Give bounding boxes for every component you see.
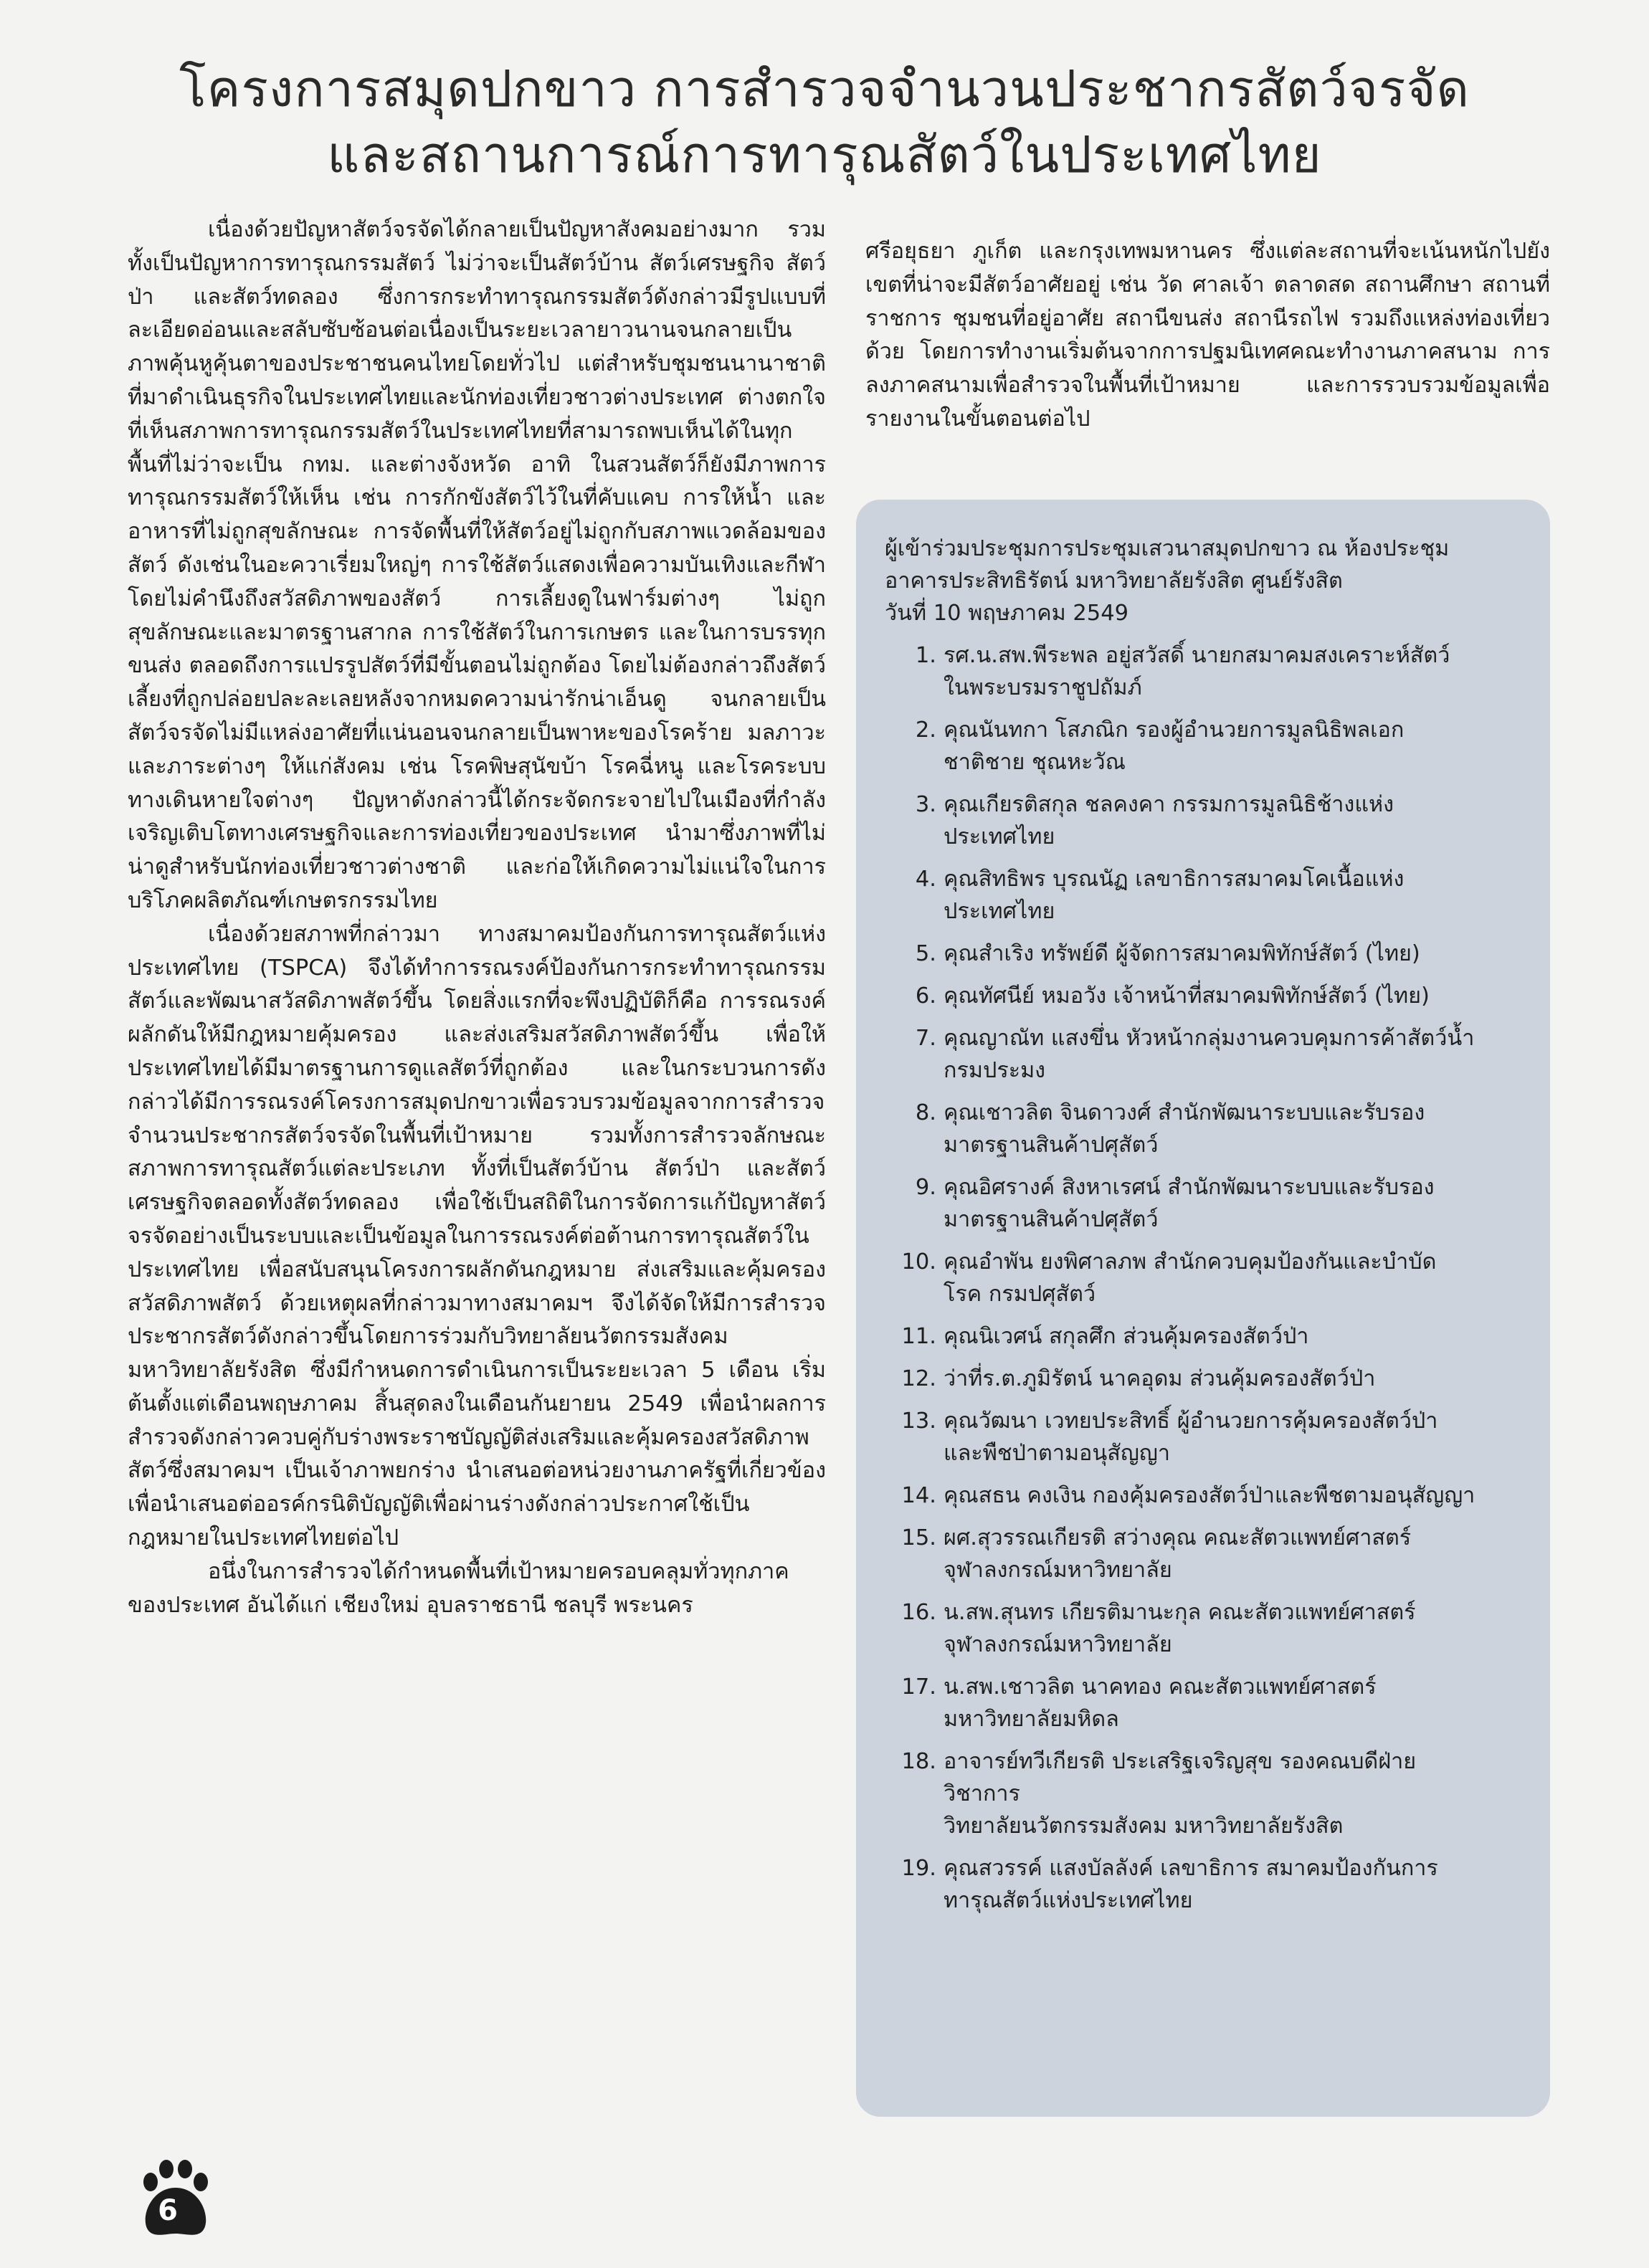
participant-item: [885, 938, 1514, 970]
participant-line: ทารุณสัตว์แห่งประเทศไทย: [944, 1888, 1193, 1913]
participant-number: 15.: [901, 1525, 936, 1550]
participant-line: วิทยาลัยนวัตกรรมสังคม มหาวิทยาลัยรังสิต: [944, 1814, 1344, 1839]
participant-item: [885, 1480, 1514, 1512]
paw-icon: [135, 2156, 221, 2242]
participant-line: คุณสวรรค์ แสงบัลลังค์ เลขาธิการ สมาคมป้องกันการ: [944, 1856, 1438, 1881]
paragraph-1: เนื่องด้วยปัญหาสัตว์จรจัดได้กลายเป็นปัญหาสังคมอย่างมาก รวมทั้งเป็นปัญหาการทารุณกรรมสัตว์ ไม่ว่าจะเป็นสัตว์บ้าน สัตว์เศรษฐกิจ สัตว์ป่า และสัตว์ทดลอง ซึ่งการกระทำทารุณกรรมสัตว์ดังกล่าวมีรูปแบบที่ละเอียดอ่อนและสลับซับซ้อนต่อเนื่องเป็นระยะเวลายาวนานจนกลายเป็นภาพคุ้นหูคุ้นตาของประชาชนคนไทยโดยทั่วไป แต่สำหรับชุมชนนานาชาติที่มาดำเนินธุรกิจในประเทศไทยและนักท่องเที่ยวชาวต่างประเทศ ต่างตกใจที่เห็นสภาพการทารุณกรรมสัตว์ในประเทศไทยที่สามารถพบเห็นได้ในทุกพื้นที่ไม่ว่าจะเป็น กทม. และต่างจังหวัด อาทิ ในสวนสัตว์ก็ยังมีภาพการทารุณกรรมสัตว์ให้เห็น เช่น การกักขังสัตว์ไว้ในที่คับแคบ การให้น้ำ และอาหารที่ไม่ถูกสุขลักษณะ การจัดพื้นที่ให้สัตว์อยู่ไม่ถูกกับสภาพแวดล้อมของสัตว์ ดังเช่นในอะควาเรี่ยมใหญ่ๆ การใช้สัตว์แสดงเพื่อความบันเทิงและกีฬา โดยไม่คำนึงถึงสวัสดิภาพของสัตว์ การเลี้ยงดูในฟาร์มต่างๆ ไม่ถูกสุขลักษณะและมาตรฐานสากล การใช้สัตว์ในการเกษตร และในการบรรทุกขนส่ง ตลอดถึงการแปรรูปสัตว์ที่มีขั้นตอนไม่ถูกต้อง โดยไม่ต้องกล่าวถึงสัตว์เลี้ยงที่ถูกปล่อยปละละเลยหลังจากหมดความน่ารักน่าเอ็นดู จนกลายเป็นสัตว์จรจัดไม่มีแหล่งอาศัยที่แน่นอนจนกลายเป็นพาหะของโรคร้าย มลภาวะและภาระต่างๆ ให้แก่สังคม เช่น โรคพิษสุนัขบ้า โรคฉี่หนู และโรคระบบทางเดินหายใจต่างๆ ปัญหาดังกล่าวนี้ได้กระจัดกระจายไปในเมืองที่กำลังเจริญเติบโตทางเศรษฐกิจและการท่องเที่ยวของประเทศ นำมาซึ่งภาพที่ไม่น่าดูสำหรับนักท่องเที่ยวชาวต่างชาติ และก่อให้เกิดความไม่แน่ใจในการบริโภคผลิตภัณฑ์เกษตรกรรมไทย: [128, 217, 826, 913]
participant-number: 12.: [901, 1366, 936, 1391]
participant-number: 8.: [915, 1100, 936, 1125]
participant-item: [885, 1246, 1514, 1310]
article-left-column: [128, 214, 826, 1622]
participant-number: 3.: [915, 792, 936, 817]
participant-item: [885, 1363, 1514, 1395]
participant-item: [885, 1171, 1514, 1236]
participant-item: [885, 788, 1514, 853]
participant-line: รศ.น.สพ.พีระพล อยู่สวัสดิ์ นายกสมาคมสงเคราะห์สัตว์: [944, 643, 1450, 668]
participant-item: [885, 1745, 1514, 1842]
participant-number: 2.: [915, 718, 936, 743]
participant-line: ว่าที่ร.ต.ภูมิรัตน์ นาคอุดม ส่วนคุ้มครองสัตว์ป่า: [944, 1366, 1376, 1391]
page-title: [108, 56, 1541, 188]
participant-number: 17.: [901, 1674, 936, 1700]
participant-item: [885, 1596, 1514, 1661]
participant-line: จุฬาลงกรณ์มหาวิทยาลัย: [944, 1558, 1172, 1583]
participant-number: 11.: [901, 1324, 936, 1349]
participant-item: [885, 714, 1514, 778]
paragraph-3-continued: ศรีอยุธยา ภูเก็ต และกรุงเทพมหานคร ซึ่งแต่ละสถานที่จะเน้นหนักไปยังเขตที่น่าจะมีสัตว์อาศัยอยู่ เช่น วัด ศาลเจ้า ตลาดสด สถานศึกษา สถานที่ราชการ ชุมชนที่อยู่อาศัย สถานีขนส่ง สถานีรถไฟ รวมถึงแหล่งท่องเที่ยวด้วย โดยการทำงานเริ่มต้นจากการปฐมนิเทศคณะทำงานภาคสนาม การลงภาคสนามเพื่อสำรวจในพื้นที่เป้าหมาย และการรวบรวมข้อมูลเพื่อรายงานในขั้นตอนต่อไป: [865, 239, 1550, 432]
participant-line: คุณอิศรางค์ สิงหาเรศน์ สำนักพัฒนาระบบและรับรอง: [944, 1175, 1435, 1200]
participant-number: 19.: [901, 1856, 936, 1881]
title-line-2: และสถานการณ์การทารุณสัตว์ในประเทศไทย: [327, 125, 1322, 184]
participant-line: วิชาการ: [944, 1781, 1020, 1806]
participant-number: 10.: [901, 1249, 936, 1274]
participant-number: 9.: [915, 1175, 936, 1200]
participant-number: 4.: [915, 867, 936, 892]
paragraph-3: อนึ่งในการสำรวจได้กำหนดพื้นที่เป้าหมายครอบคลุมทั่วทุกภาคของประเทศ อันได้แก่ เชียงใหม่ อุบลราชธานี ชลบุรี พระนคร: [128, 1558, 789, 1618]
participant-number: 1.: [915, 643, 936, 668]
participant-item: [885, 1522, 1514, 1586]
heading-line: วันที่ 10 พฤษภาคม 2549: [885, 601, 1129, 626]
participant-number: 7.: [915, 1026, 936, 1051]
article-right-column: [865, 235, 1550, 437]
participant-line: คุณอำพัน ยงพิศาลภพ สำนักควบคุมป้องกันและบำบัด: [944, 1249, 1437, 1274]
participant-item: [885, 980, 1514, 1012]
participant-item: [885, 863, 1514, 928]
participant-number: 18.: [901, 1749, 936, 1774]
participant-line: จุฬาลงกรณ์มหาวิทยาลัย: [944, 1632, 1172, 1657]
participant-line: คุณสิทธิพร บุรณนัฏ เลขาธิการสมาคมโคเนื้อแห่ง: [944, 867, 1405, 892]
participant-line: มหาวิทยาลัยมหิดล: [944, 1707, 1119, 1732]
participants-box: [856, 500, 1550, 2117]
participant-number: 16.: [901, 1600, 936, 1625]
participant-line: กรมประมง: [944, 1058, 1046, 1083]
participant-line: โรค กรมปศุสัตว์: [944, 1282, 1096, 1307]
participant-number: 14.: [901, 1483, 936, 1508]
participant-line: คุณสำเริง ทรัพย์ดี ผู้จัดการสมาคมพิทักษ์สัตว์ (ไทย): [944, 941, 1420, 966]
page-number: 6: [158, 2194, 178, 2227]
participant-number: 5.: [915, 941, 936, 966]
participant-item: [885, 1405, 1514, 1469]
participant-item: [885, 1320, 1514, 1353]
heading-line: ผู้เข้าร่วมประชุมการประชุมเสวนาสมุดปกขาว ณ ห้องประชุม: [885, 536, 1450, 561]
participant-item: [885, 1671, 1514, 1735]
participant-item: [885, 1097, 1514, 1161]
participant-item: [885, 1852, 1514, 1917]
participant-line: ชาติชาย ชุณหะวัณ: [944, 750, 1126, 775]
participant-line: คุณนันทกา โสภณิก รองผู้อำนวยการมูลนิธิพลเอก: [944, 718, 1405, 743]
participant-line: คุณสธน คงเงิน กองคุ้มครองสัตว์ป่าและพืชตามอนุสัญญา: [944, 1483, 1475, 1508]
participant-number: 13.: [901, 1409, 936, 1434]
participant-line: อาจารย์ทวีเกียรติ ประเสริฐเจริญสุข รองคณบดีฝ่าย: [944, 1749, 1417, 1774]
participant-number: 6.: [915, 983, 936, 1009]
participant-line: มาตรฐานสินค้าปศุสัตว์: [944, 1207, 1159, 1232]
participant-line: คุณเชาวลิต จินดาวงศ์ สำนักพัฒนาระบบและรับรอง: [944, 1100, 1425, 1125]
title-line-1: โครงการสมุดปกขาว การสำรวจจำนวนประชากรสัตว์จรจัด: [179, 59, 1470, 118]
participant-line: คุณนิเวศน์ สกุลศึก ส่วนคุ้มครองสัตว์ป่า: [944, 1324, 1309, 1349]
participant-line: ประเทศไทย: [944, 824, 1055, 849]
participant-line: ในพระบรมราชูปถัมภ์: [944, 675, 1142, 700]
participant-line: และพืชป่าตามอนุสัญญา: [944, 1441, 1170, 1466]
participant-line: ประเทศไทย: [944, 899, 1055, 924]
participant-line: คุณเกียรติสกุล ชลคงคา กรรมการมูลนิธิช้างแห่ง: [944, 792, 1394, 817]
participant-item: [885, 639, 1514, 704]
participant-item: [885, 1022, 1514, 1087]
participant-line: คุณวัฒนา เวทยประสิทธิ์ ผู้อำนวยการคุ้มครองสัตว์ป่า: [944, 1409, 1438, 1434]
participant-line: น.สพ.เชาวลิต นาคทอง คณะสัตวแพทย์ศาสตร์: [944, 1674, 1377, 1700]
heading-line: อาคารประสิทธิรัตน์ มหาวิทยาลัยรังสิต ศูนย์รังสิต: [885, 568, 1343, 594]
participant-line: คุณญาณัท แสงขึ่น หัวหน้ากลุ่มงานควบคุมการค้าสัตว์น้ำ: [944, 1026, 1475, 1051]
paragraph-2: เนื่องด้วยสภาพที่กล่าวมา ทางสมาคมป้องกันการทารุณสัตว์แห่งประเทศไทย (TSPCA) จึงได้ทำการรณรงค์ป้องกันการกระทำทารุณกรรมสัตว์และพัฒนาสวัสดิภาพสัตว์ขึ้น โดยสิ่งแรกที่จะพึงปฏิบัติก็คือ การรณรงค์ผลักดันให้มีกฎหมายคุ้มครอง และส่งเสริมสวัสดิภาพสัตว์ขึ้น เพื่อให้ประเทศไทยได้มีมาตรฐานการดูแลสัตว์ที่ถูกต้อง และในกระบวนการดังกล่าวได้มีการรณรงค์โครงการสมุดปกขาวเพื่อรวบรวมข้อมูลจากการสำรวจจำนวนประชากรสัตว์จรจัดในพื้นที่เป้าหมาย รวมทั้งการสำรวจลักษณะสภาพการทารุณสัตว์แต่ละประเภท ทั้งที่เป็นสัตว์บ้าน สัตว์ป่า และสัตว์เศรษฐกิจตลอดทั้งสัตว์ทดลอง เพื่อใช้เป็นสถิติในการจัดการแก้ปัญหาสัตว์จรจัดอย่างเป็นระบบและเป็นข้อมูลในการรณรงค์ต่อต้านการทารุณสัตว์ในประเทศไทย เพื่อสนับสนุนโครงการผลักดันกฎหมาย ส่งเสริมและคุ้มครองสวัสดิภาพสัตว์ ด้วยเหตุผลที่กล่าวมาทางสมาคมฯ จึงได้จัดให้มีการสำรวจประชากรสัตว์ดังกล่าวขึ้นโดยการร่วมกับวิทยาลัยนวัตกรรมสังคม มหาวิทยาลัยรังสิต ซึ่งมีกำหนดการดำเนินการเป็นระยะเวลา 5 เดือน เริ่มต้นตั้งแต่เดือนพฤษภาคม สิ้นสุดลงในเดือนกันยายน 2549 เพื่อนำผลการสำรวจดังกล่าวควบคู่กับร่างพระราชบัญญัติส่งเสริมและคุ้มครองสวัสดิภาพสัตว์ซึ่งสมาคมฯ เป็นเจ้าภาพยกร่าง นำเสนอต่อหน่วยงานภาครัฐที่เกี่ยวข้อง เพื่อนำเสนอต่ออรค์กรนิติบัญญัติเพื่อผ่านร่างดังกล่าวประกาศใช้เป็นกฎหมายในประเทศไทยต่อไป: [128, 921, 826, 1551]
participant-line: ผศ.สุวรรณเกียรติ สว่างคุณ คณะสัตวแพทย์ศาสตร์: [944, 1525, 1412, 1550]
participants-list: [885, 639, 1514, 1917]
participant-line: น.สพ.สุนทร เกียรติมานะกุล คณะสัตวแพทย์ศาสตร์: [944, 1600, 1416, 1625]
participant-line: คุณทัศนีย์ หมอวัง เจ้าหน้าที่สมาคมพิทักษ์สัตว์ (ไทย): [944, 983, 1430, 1009]
participants-heading: [885, 533, 1514, 629]
participant-line: มาตรฐานสินค้าปศุสัตว์: [944, 1133, 1159, 1158]
